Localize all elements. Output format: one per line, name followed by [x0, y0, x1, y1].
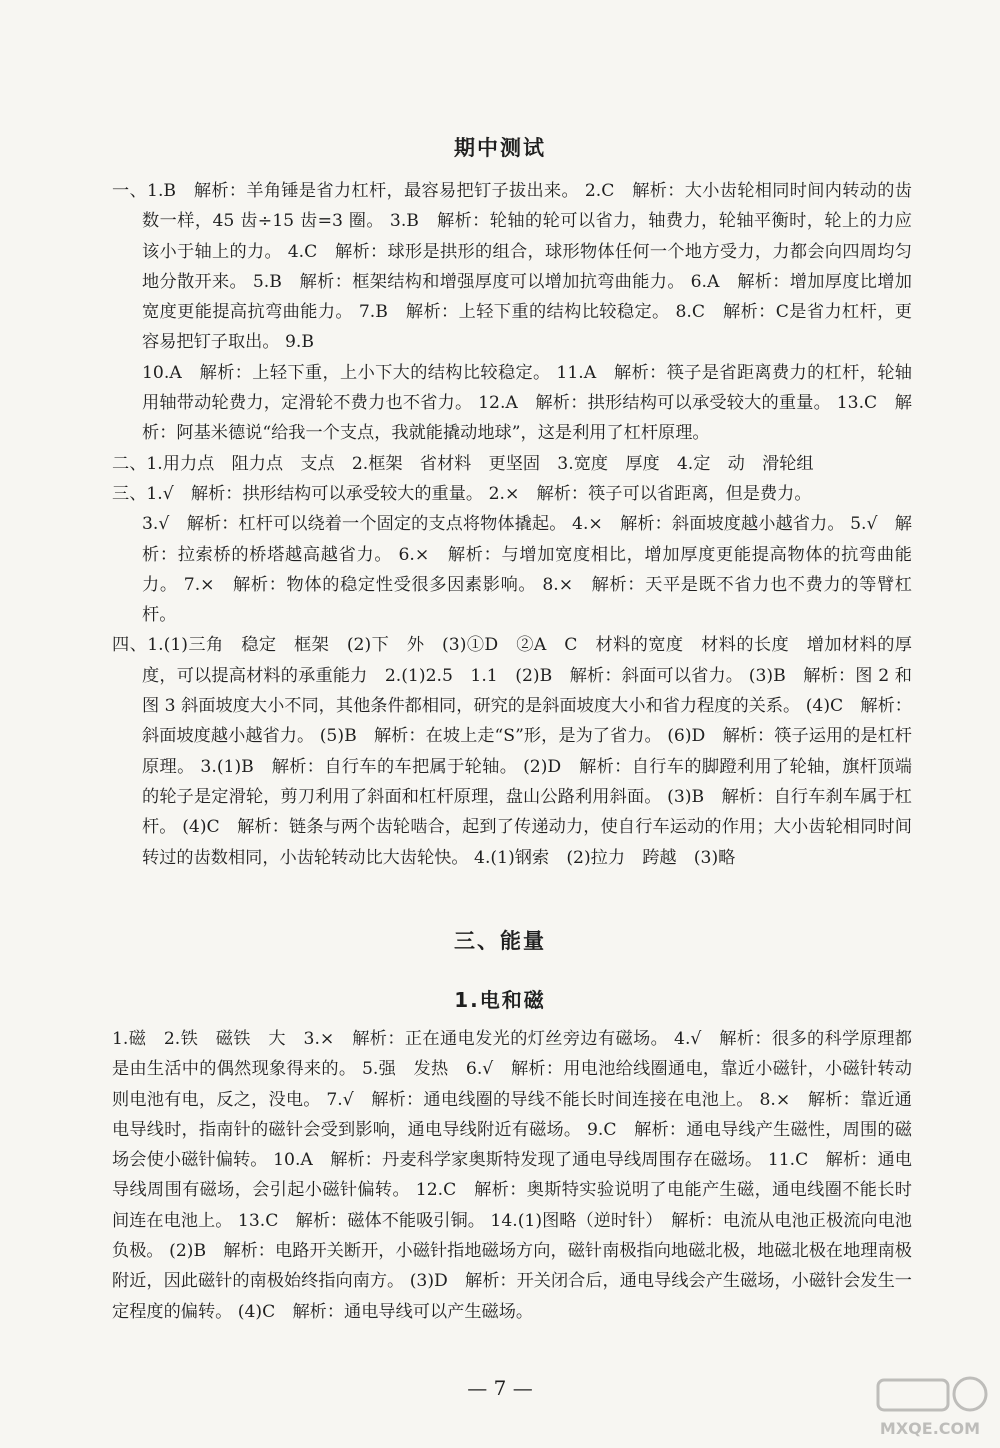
- section-title-midterm: 期中测试: [454, 136, 546, 160]
- midterm-answers: [112, 176, 912, 873]
- part-four-answers: 四、1.(1)三角 稳定 框架 (2)下 外 (3)①D ②A C 材料的宽度 材料的长度 增加材料的厚度，可以提高材料的承重能力 2.(1)2.5 1.1 (2)B 解析：斜面可以省力。 (3)B 解析：图 2 和图 3 斜面坡度大小不同，其他条件都相同，研究的是斜面坡度大小和省力程度的关系。 (4)C 解析：斜面坡度越小越省力。 (5)B 解析：在坡上走“S”形，是为了省力。 (6)D 解析：筷子运用的是杠杆原理。 3.(1)B 解析：自行车的车把属于轮轴。 (2)D 解析：自行车的脚蹬利用了轮轴，旗杆顶端的轮子是定滑轮，剪刀利用了斜面和杠杆原理，盘山公路利用斜面。 (3)B 解析：自行车刹车属于杠杆。 (4)C 解析：链条与两个齿轮啮合，起到了传递动力，使自行车运动的作用；大小齿轮相同时间转过的齿数相同，小齿轮转动比大齿轮快。 4.(1)钢索 (2)拉力 跨越 (3)略: [112, 635, 912, 868]
- watermark-logo-icon: [870, 1372, 990, 1442]
- part-three-answers-a: 三、1.√ 解析：拱形结构可以承受较大的重量。 2.× 解析：筷子可以省距离，但是费力。: [112, 483, 812, 504]
- part-two-answers: 二、1.用力点 阻力点 支点 2.框架 省材料 更坚固 3.宽度 厚度 4.定 动 滑轮组: [112, 453, 814, 474]
- part-one-answers-a: 一、1.B 解析：羊角锤是省力杠杆，最容易把钉子拔出来。 2.C 解析：大小齿轮相同时间内转动的齿数一样，45 齿÷15 齿=3 圈。 3.B 解析：轮轴的轮可以省力，轴费力，轮轴平衡时，轮上的力应该小于轴上的力。 4.C 解析：球形是拱形的组合，球形物体任何一个地方受力，力都会向四周均匀地分散开来。 5.B 解析：框架结构和增强厚度可以增加抗弯曲能力。 6.A 解析：增加厚度比增加宽度更能提高抗弯曲能力。 7.B 解析：上轻下重的结构比较稳定。 8.C 解析：C是省力杠杆，更容易把钉子取出。 9.B: [112, 181, 912, 353]
- part-one-answers-b: 10.A 解析：上轻下重，上小下大的结构比较稳定。 11.A 解析：筷子是省距离费力的杠杆，轮轴用轴带动轮费力，定滑轮不费力也不省力。 12.A 解析：拱形结构可以承受较大的重量。 13.C 解析：阿基米德说“给我一个支点，我就能撬动地球”，这是利用了杠杆原理。: [142, 362, 912, 444]
- section-title-electricity-magnetism: 1.电和磁: [454, 988, 546, 1012]
- page-number: — 7 —: [467, 1376, 533, 1400]
- part-three-answers-b: 3.√ 解析：杠杆可以绕着一个固定的支点将物体撬起。 4.× 解析：斜面坡度越小越省力。 5.√ 解析：拉索桥的桥塔越高越省力。 6.× 解析：与增加宽度相比，增加厚度更能提高物体的抗弯曲能力。 7.× 解析：物体的稳定性受很多因素影响。 8.× 解析：天平是既不省力也不费力的等臂杠杆。: [142, 514, 912, 626]
- lesson-one-answers: 1.磁 2.铁 磁铁 大 3.× 解析：正在通电发光的灯丝旁边有磁场。 4.√ 解析：很多的科学原理都是由生活中的偶然现象得来的。 5.强 发热 6.√ 解析：用电池给线圈通电，靠近小磁针，小磁针转动则电池有电，反之，没电。 7.√ 解析：通电线圈的导线不能长时间连接在电池上。 8.× 解析：靠近通电导线时，指南针的磁针会受到影响，通电导线附近有磁场。 9.C 解析：通电导线产生磁性，周围的磁场会使小磁针偏转。 10.A 解析：丹麦科学家奥斯特发现了通电导线周围存在磁场。 11.C 解析：通电导线周围有磁场，会引起小磁针偏转。 12.C 解析：奥斯特实验说明了电能产生磁，通电线圈不能长时间连在电池上。 13.C 解析：磁体不能吸引铜。 14.(1)图略（逆时针） 解析：电流从电池正极流向电池负极。 (2)B 解析：电路开关断开，小磁针指地磁场方向，磁针南极指向地磁北极，地磁北极在地理南极附近，因此磁针的南极始终指向南方。 (3)D 解析：开关闭合后，通电导线会产生磁场，小磁针会发生一定程度的偏转。 (4)C 解析：通电导线可以产生磁场。: [112, 1029, 912, 1322]
- watermark-text: MXQE.COM: [879, 1419, 981, 1438]
- electricity-magnetism-answers: [112, 1024, 912, 1327]
- section-title-energy: 三、能量: [454, 929, 546, 953]
